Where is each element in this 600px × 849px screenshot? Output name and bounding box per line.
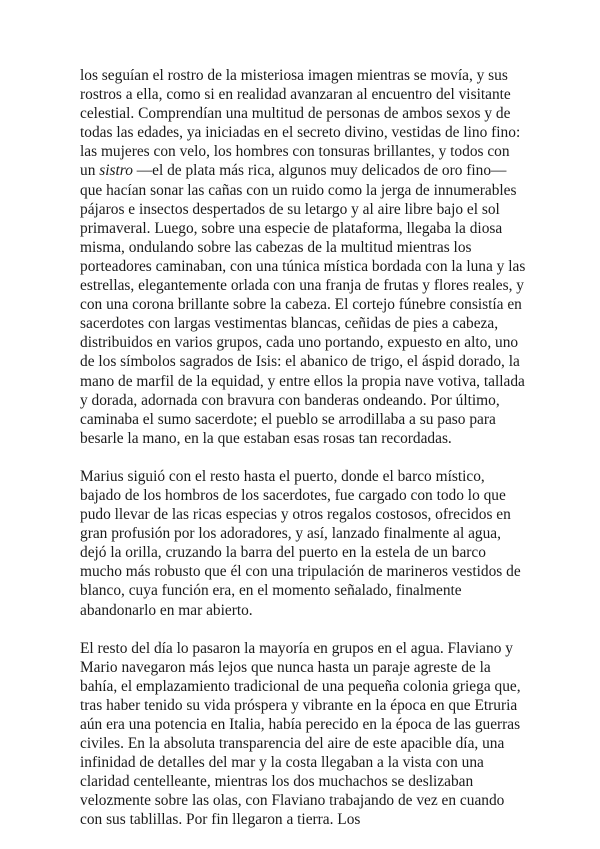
paragraph-1 (80, 66, 526, 448)
paragraph-1-text-b: —el de plata más rica, algunos muy delicados de oro fino— que hacían sonar las cañas con un ruido como la jerga de innumerables pájaros e insectos despertados de su letargo y al aire libre bajo el sol primaveral. Luego, sobre una especie de plataforma, llegaba la diosa misma, ondulando sobre las cabezas de la multitud mientras los porteadores caminaban, con una túnica mística bordada con la luna y las estrellas, elegantemente orlada con una franja de frutas y flores reales, y con una corona brillante sobre la cabeza. El cortejo fúnebre consistía en sacerdotes con largas vestimentas blancas, ceñidas de pies a cabeza, distribuidos en varios grupos, cada uno portando, expuesto en alto, uno de los símbolos sagrados de Isis: el abanico de trigo, el áspid dorado, la mano de marfil de la equidad, y entre ellos la propia nave votiva, tallada y dorada, adornada con bravura con banderas ondeando. Por último, caminaba el sumo sacerdote; el pueblo se arrodillaba a su paso para besarle la mano, en la que estaban esas rosas tan recordadas. (80, 162, 526, 447)
paragraph-3: El resto del día lo pasaron la mayoría en grupos en el agua. Flaviano y Mario navegaron más lejos que nunca hasta un paraje agreste de la bahía, el emplazamiento tradicional de una pequeña colonia griega que, tras haber tenido su vida próspera y vibrante en la época en que Etruria aún era una potencia en Italia, había perecido en la época de las guerras civiles. En la absoluta transparencia del aire de este apacible día, una infinidad de detalles del mar y la costa llegaban a la vista con una claridad centelleante, mientras los dos muchachos se deslizaban velozmente sobre las olas, con Flaviano trabajando de vez en cuando con sus tablillas. Por fin llegaron a tierra. Los (80, 639, 521, 829)
paragraph-1-italic-term: sistro (99, 162, 133, 180)
document-page (80, 66, 526, 849)
paragraph-1-text-a: los seguían el rostro de la misteriosa imagen mientras se movía, y sus rostros a ella, como si en realidad avanzaran al encuentro del visitante celestial. Comprendían una multitud de personas de ambos sexos y de todas las edades, ya iniciadas en el secreto divino, vestidas de lino fino: las mujeres con velo, los hombres con tonsuras brillantes, y todos con un (80, 67, 521, 180)
paragraph-2: Marius siguió con el resto hasta el puerto, donde el barco místico, bajado de los hombros de los sacerdotes, fue cargado con todo lo que pudo llevar de las ricas especias y otros regalos costosos, ofrecidos en gran profusión por los adoradores, y así, lanzado finalmente al agua, dejó la orilla, cruzando la barra del puerto en la estela de un barco mucho más robusto que él con una tripulación de marineros vestidos de blanco, cuya función era, en el momento señalado, finalmente abandonarlo en mar abierto. (80, 467, 521, 619)
